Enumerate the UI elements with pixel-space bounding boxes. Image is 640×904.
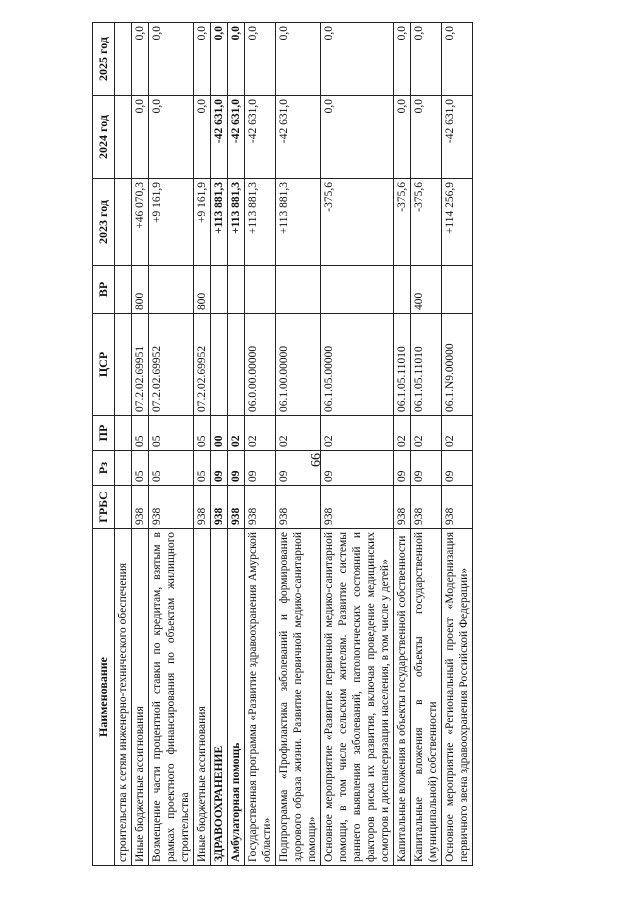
cell-csr	[210, 314, 227, 416]
cell-2025: 0,0	[275, 23, 320, 96]
cell-vr	[320, 266, 393, 314]
cell-2023: -375,6	[393, 179, 410, 266]
cell-rz: 09	[393, 451, 410, 486]
cell-2025	[114, 23, 131, 96]
header-grbs: ГРБС	[93, 486, 115, 529]
cell-vr: 800	[131, 266, 148, 314]
cell-2025: 0,0	[193, 23, 210, 96]
cell-2024: -42 631,0	[227, 96, 244, 179]
table-row	[410, 23, 441, 866]
table-row	[193, 23, 210, 866]
cell-2024: -42 631,0	[244, 96, 275, 179]
cell-2025: 0,0	[131, 23, 148, 96]
header-2023: 2023 год	[93, 179, 115, 266]
cell-2023: +46 070,3	[131, 179, 148, 266]
cell-csr: 06.1.05.11010	[410, 314, 441, 416]
cell-vr	[210, 266, 227, 314]
cell-csr: 07.2.02.69951	[131, 314, 148, 416]
cell-rz: 05	[131, 451, 148, 486]
cell-vr: 800	[193, 266, 210, 314]
header-csr: ЦСР	[93, 314, 115, 416]
header-pr: ПР	[93, 416, 115, 451]
cell-grbs	[114, 486, 131, 529]
budget-table	[92, 22, 473, 866]
cell-grbs: 938	[244, 486, 275, 529]
cell-rz: 09	[441, 451, 472, 486]
cell-2023: +113 881,3	[210, 179, 227, 266]
cell-csr: 06.1.05.11010	[393, 314, 410, 416]
cell-csr: 07.2.02.69952	[193, 314, 210, 416]
table-row	[210, 23, 227, 866]
cell-2024: -42 631,0	[210, 96, 227, 179]
cell-grbs: 938	[393, 486, 410, 529]
cell-name: строительства к сетям инженерно-технического обеспечения	[114, 529, 131, 866]
table-row	[131, 23, 148, 866]
cell-pr: 00	[210, 416, 227, 451]
cell-2024	[114, 96, 131, 179]
cell-pr: 05	[148, 416, 193, 451]
header-2024: 2024 год	[93, 96, 115, 179]
cell-2024: 0,0	[131, 96, 148, 179]
cell-pr: 02	[393, 416, 410, 451]
table-header-row	[93, 23, 115, 866]
cell-2023	[114, 179, 131, 266]
table-row	[441, 23, 472, 866]
table-row	[244, 23, 275, 866]
cell-name: Основное мероприятие «Региональный проект «Модернизация первичного звена здравоохранения Российской Федерации»	[441, 529, 472, 866]
cell-2025: 0,0	[441, 23, 472, 96]
cell-name: Основное мероприятие «Развитие первичной медико-санитарной помощи, в том числе сельским жителям. Развитие системы раннего выявления заболеваний, патологических состояний и факторов риска их развития, включая проведение медицинских осмотров и диспансеризации населения, в том числе у детей»	[320, 529, 393, 866]
cell-2023: +113 881,3	[244, 179, 275, 266]
rotated-page-content	[92, 23, 597, 866]
cell-grbs: 938	[320, 486, 393, 529]
cell-2023: +114 256,9	[441, 179, 472, 266]
cell-rz: 05	[193, 451, 210, 486]
cell-grbs: 938	[148, 486, 193, 529]
cell-2025: 0,0	[393, 23, 410, 96]
header-2025: 2025 год	[93, 23, 115, 96]
cell-name: Капитальные вложения в объекты государственной собственности	[393, 529, 410, 866]
cell-pr: 02	[275, 416, 320, 451]
table-row	[320, 23, 393, 866]
cell-2025: 0,0	[410, 23, 441, 96]
header-rz: Рз	[93, 451, 115, 486]
header-name: Наименование	[93, 529, 115, 866]
cell-rz: 09	[320, 451, 393, 486]
cell-vr	[148, 266, 193, 314]
cell-2023: -375,6	[320, 179, 393, 266]
cell-grbs: 938	[227, 486, 244, 529]
cell-2024: 0,0	[393, 96, 410, 179]
cell-pr: 05	[131, 416, 148, 451]
cell-rz: 09	[210, 451, 227, 486]
cell-2025: 0,0	[320, 23, 393, 96]
cell-csr: 06.0.00.00000	[244, 314, 275, 416]
cell-csr: 06.1.00.00000	[275, 314, 320, 416]
table-row	[148, 23, 193, 866]
cell-2025: 0,0	[148, 23, 193, 96]
cell-2023: +113 881,3	[275, 179, 320, 266]
cell-vr	[441, 266, 472, 314]
cell-csr: 06.1.N9.00000	[441, 314, 472, 416]
cell-rz: 09	[227, 451, 244, 486]
cell-grbs: 938	[131, 486, 148, 529]
cell-csr	[114, 314, 131, 416]
table-row	[227, 23, 244, 866]
cell-grbs: 938	[441, 486, 472, 529]
cell-2025: 0,0	[244, 23, 275, 96]
cell-2025: 0,0	[227, 23, 244, 96]
cell-name: Капитальные вложения в объекты государственной (муниципальной) собственности	[410, 529, 441, 866]
cell-grbs: 938	[410, 486, 441, 529]
cell-2025: 0,0	[210, 23, 227, 96]
table-row	[114, 23, 131, 866]
cell-2024: -42 631,0	[441, 96, 472, 179]
page-number: 66	[309, 453, 324, 467]
cell-name: Амбулаторная помощь	[227, 529, 244, 866]
cell-2023: +9 161,9	[148, 179, 193, 266]
cell-rz: 09	[410, 451, 441, 486]
table-row	[275, 23, 320, 866]
cell-rz: 09	[244, 451, 275, 486]
cell-pr	[114, 416, 131, 451]
cell-2024: 0,0	[193, 96, 210, 179]
cell-name: Иные бюджетные ассигнования	[131, 529, 148, 866]
cell-2024: 0,0	[410, 96, 441, 179]
cell-rz: 09	[275, 451, 320, 486]
cell-vr	[114, 266, 131, 314]
cell-2024: 0,0	[320, 96, 393, 179]
cell-name: Иные бюджетные ассигнования	[193, 529, 210, 866]
cell-name: Государственная программа «Развитие здравоохранения Амурской области»	[244, 529, 275, 866]
cell-pr: 02	[320, 416, 393, 451]
header-vr: ВР	[93, 266, 115, 314]
cell-name: Подпрограмма «Профилактика заболеваний и формирование здорового образа жизни. Развитие первичной медико-санитарной помощи»	[275, 529, 320, 866]
cell-name: ЗДРАВООХРАНЕНИЕ	[210, 529, 227, 866]
cell-csr: 06.1.05.00000	[320, 314, 393, 416]
cell-pr: 02	[441, 416, 472, 451]
cell-2023: -375,6	[410, 179, 441, 266]
cell-2024: -42 631,0	[275, 96, 320, 179]
cell-csr: 07.2.02.69952	[148, 314, 193, 416]
cell-vr	[227, 266, 244, 314]
cell-pr: 05	[193, 416, 210, 451]
cell-grbs: 938	[210, 486, 227, 529]
cell-2024: 0,0	[148, 96, 193, 179]
cell-vr	[275, 266, 320, 314]
cell-vr	[244, 266, 275, 314]
cell-pr: 02	[410, 416, 441, 451]
cell-2023: +113 881,3	[227, 179, 244, 266]
cell-rz	[114, 451, 131, 486]
cell-2023: +9 161,9	[193, 179, 210, 266]
cell-pr: 02	[244, 416, 275, 451]
cell-pr: 02	[227, 416, 244, 451]
cell-vr	[393, 266, 410, 314]
table-row	[393, 23, 410, 866]
cell-vr: 400	[410, 266, 441, 314]
cell-rz: 05	[148, 451, 193, 486]
cell-csr	[227, 314, 244, 416]
cell-grbs: 938	[193, 486, 210, 529]
cell-grbs: 938	[275, 486, 320, 529]
cell-name: Возмещение части процентной ставки по кредитам, взятым в рамках проектного финансирования по объектам жилищного строительства	[148, 529, 193, 866]
